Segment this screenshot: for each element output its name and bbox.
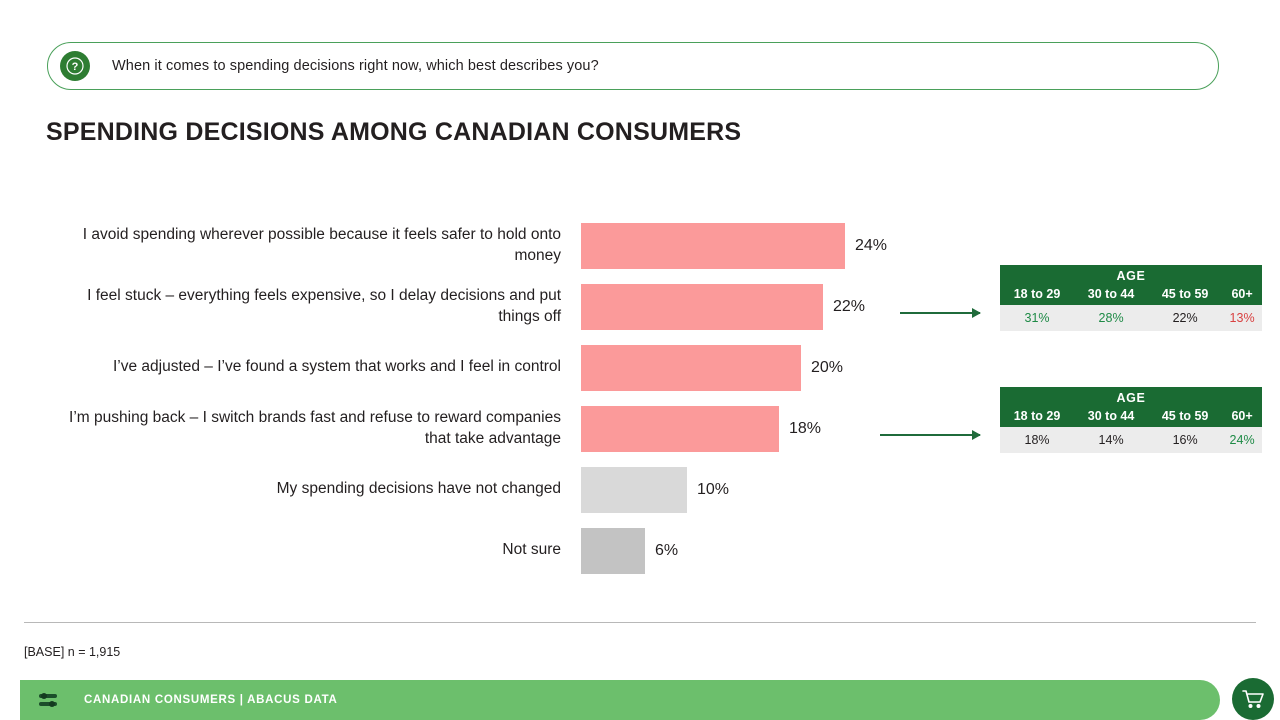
footer-divider xyxy=(24,622,1256,623)
bar-fill xyxy=(581,284,823,330)
age-column-header: 45 to 59 xyxy=(1148,286,1222,305)
bar-label: I’ve adjusted – I’ve found a system that works and I feel in control xyxy=(112,358,561,376)
chart-row xyxy=(46,215,996,276)
bar-fill xyxy=(581,223,845,269)
question-text: When it comes to spending decisions right now, which best describes you? xyxy=(112,58,599,74)
bar-label: I avoid spending wherever possible because it feels safer to hold onto money xyxy=(82,225,561,264)
age-table-header: AGE xyxy=(1000,387,1262,408)
bar-fill xyxy=(581,528,645,574)
question-banner xyxy=(47,42,1219,90)
bar-chart xyxy=(46,215,996,581)
chart-row xyxy=(46,398,996,459)
bar-label: I feel stuck – everything feels expensive, so I delay decisions and put things off xyxy=(87,286,561,325)
bar-value: 6% xyxy=(655,541,679,559)
age-column-header: 30 to 44 xyxy=(1074,408,1148,427)
bar-value: 24% xyxy=(855,236,888,254)
bar-fill xyxy=(581,406,779,452)
age-breakdown-table-1 xyxy=(1000,265,1262,331)
bar-label: My spending decisions have not changed xyxy=(276,480,561,498)
bar-track xyxy=(581,528,996,574)
age-value: 31% xyxy=(1000,305,1074,331)
bar-fill xyxy=(581,345,801,391)
callout-arrow-1 xyxy=(900,312,980,314)
chart-row xyxy=(46,459,996,520)
bar-label: I’m pushing back – I switch brands fast and refuse to reward companies that take advantage xyxy=(69,408,561,447)
svg-text:?: ? xyxy=(71,61,79,73)
bar-fill xyxy=(581,467,687,513)
age-table-header: AGE xyxy=(1000,265,1262,286)
footer-text: CANADIAN CONSUMERS | ABACUS DATA xyxy=(84,694,338,706)
base-note: [BASE] n = 1,915 xyxy=(24,645,121,659)
bar-track xyxy=(581,406,996,452)
age-value: 16% xyxy=(1148,427,1222,453)
age-value: 28% xyxy=(1074,305,1148,331)
age-value: 14% xyxy=(1074,427,1148,453)
age-value: 18% xyxy=(1000,427,1074,453)
bar-value: 10% xyxy=(697,480,730,498)
age-value: 22% xyxy=(1148,305,1222,331)
question-mark-circle-icon xyxy=(60,51,90,81)
bar-label: Not sure xyxy=(502,541,561,559)
age-value: 24% xyxy=(1222,427,1262,453)
table-row xyxy=(1000,305,1262,331)
chart-row xyxy=(46,276,996,337)
abacus-logo-icon xyxy=(38,692,68,708)
chart-row xyxy=(46,520,996,581)
bar-track xyxy=(581,467,996,513)
age-column-header: 45 to 59 xyxy=(1148,408,1222,427)
age-breakdown-table-2 xyxy=(1000,387,1262,453)
age-column-header: 60+ xyxy=(1222,286,1262,305)
age-column-header: 18 to 29 xyxy=(1000,408,1074,427)
bar-track xyxy=(581,345,996,391)
age-value: 13% xyxy=(1222,305,1262,331)
bar-value: 22% xyxy=(833,297,866,315)
bar-value: 18% xyxy=(789,419,822,437)
chart-row xyxy=(46,337,996,398)
table-row xyxy=(1000,427,1262,453)
page-title: SPENDING DECISIONS AMONG CANADIAN CONSUMERS xyxy=(46,118,742,146)
age-column-header: 18 to 29 xyxy=(1000,286,1074,305)
callout-arrow-2 xyxy=(880,434,980,436)
bar-value: 20% xyxy=(811,358,844,376)
age-column-header: 60+ xyxy=(1222,408,1262,427)
footer-bar xyxy=(20,680,1220,720)
bar-track xyxy=(581,284,996,330)
shopping-cart-icon xyxy=(1232,678,1274,720)
age-column-header: 30 to 44 xyxy=(1074,286,1148,305)
bar-track xyxy=(581,223,996,269)
